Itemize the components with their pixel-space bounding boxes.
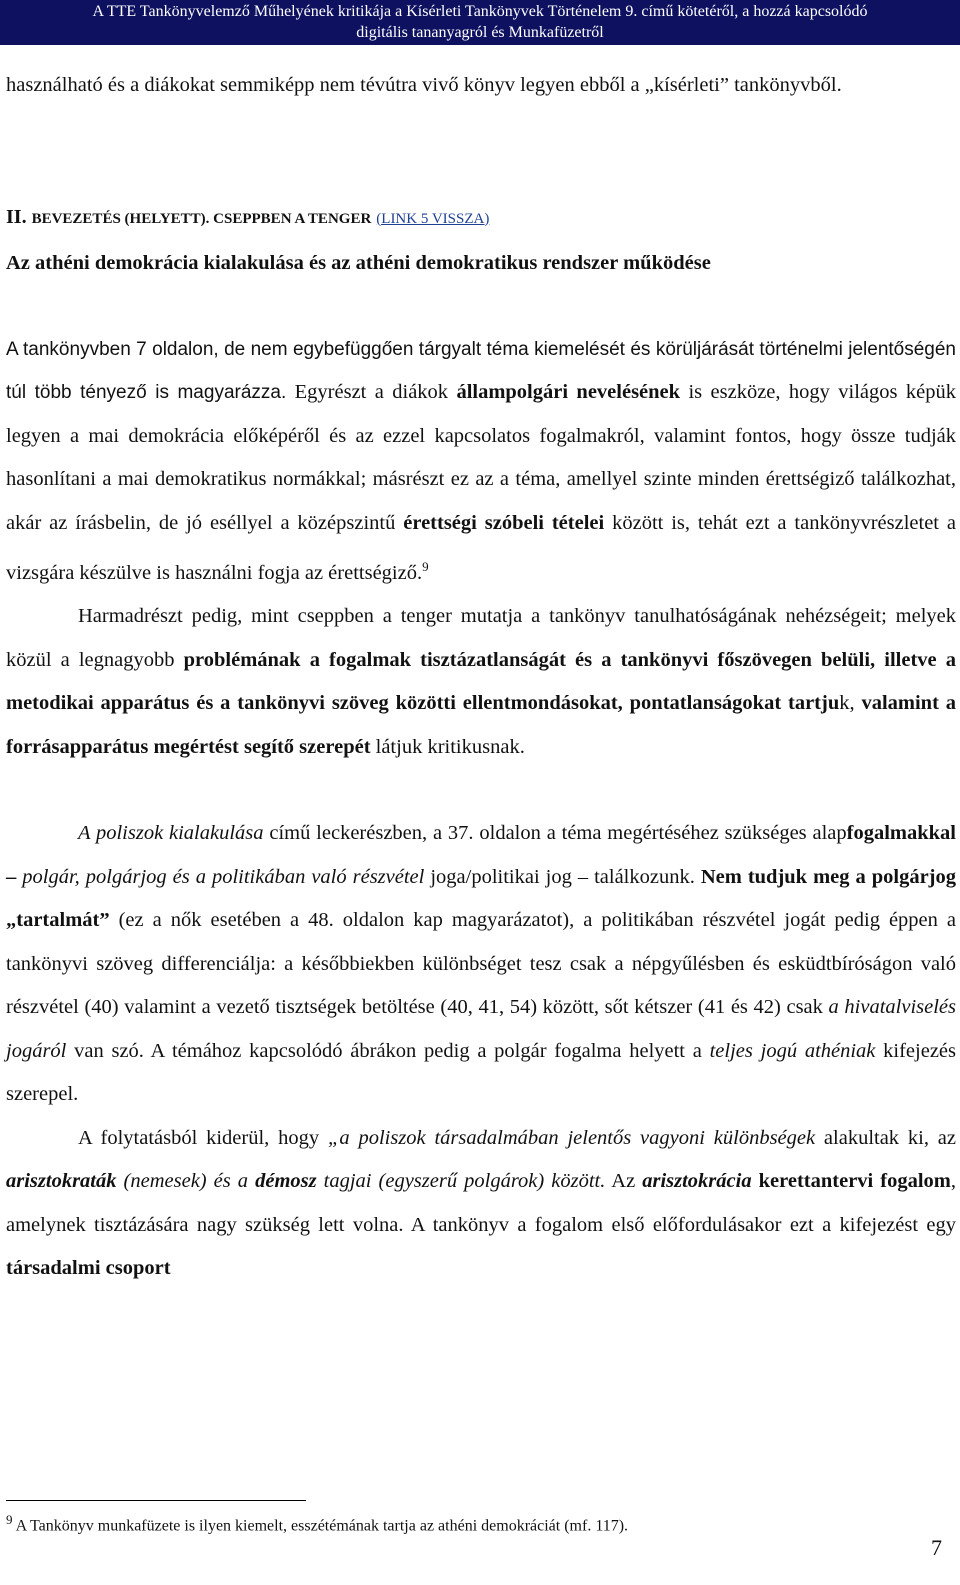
p3-italic-a: A poliszok kialakulása	[78, 822, 264, 845]
intro-paragraph: használható és a diákokat semmiképp nem tévútra vivő könyv legyen ebből a „kísérleti” tankönyvből.	[6, 74, 842, 96]
p2-bold-b: valamint a forrásapparátus megértést segítő szerepét	[6, 692, 956, 758]
header-line-2: digitális tananyagról és Munkafüzetről	[356, 24, 604, 41]
document-header	[0, 0, 960, 45]
p4-text-a: A folytatásból kiderül, hogy	[78, 1126, 328, 1149]
section-heading	[6, 195, 956, 241]
p3-text-d: van szó. A témához kapcsolódó ábrákon pedig a polgár fogalma helyett a	[66, 1039, 710, 1062]
p3-italic-c: a hivatalviselés jogáról	[6, 996, 956, 1062]
section-subtitle: Az athéni demokrácia kialakulása és az athéni demokratikus rendszer működése	[6, 251, 711, 274]
p3-italic-b: polgár, polgárjog és a politikában való részvétel	[22, 865, 425, 888]
footnote-ref[interactable]: 9	[422, 559, 429, 574]
p4-italic-a: „a poliszok társadalmában jelentős vagyoni különbségek	[327, 1126, 816, 1149]
back-link[interactable]: (LINK 5 VISSZA)	[376, 210, 490, 227]
p2-text-c: látjuk kritikusnak.	[370, 735, 525, 758]
p4-bold-italic-b: démosz	[255, 1170, 317, 1193]
paragraph-1	[6, 328, 956, 596]
footnote	[6, 1510, 628, 1536]
p3-bold-a: fogalmakkal	[846, 822, 956, 845]
p1-sans-text: A tankönyvben 7 oldalon, de nem egybefüggően tárgyalt téma kiemelését és körüljárását történelmi jelentőségén túl több tényező is magyarázza.	[6, 338, 956, 403]
footnote-divider	[6, 1500, 306, 1501]
p4-bold-b: társadalmi csoport	[6, 1257, 171, 1280]
footnote-number: 9	[6, 1512, 13, 1527]
p1-bold-a: állampolgári nevelésének	[456, 381, 681, 403]
section-title: BEVEZETÉS (HELYETT). CSEPPBEN A TENGER	[31, 210, 372, 227]
paragraph-4	[6, 1117, 956, 1291]
paragraph-3	[6, 812, 956, 1117]
p1-text-a: Egyrészt a diákok	[286, 381, 457, 403]
p4-italic-c: tagjai (egyszerű polgárok) között.	[316, 1170, 606, 1193]
p2-text-a: Harmadrészt pedig, mint cseppben a tenger mutatja a tankönyv tanulhatóságának nehézségeit; melyek közül a legnagyobb	[6, 605, 956, 671]
p1-text-c: között is, tehát ezt a tankönyvrészletet a vizsgára készülve is használni fogja az érettségiző.	[6, 511, 956, 584]
p2-text-b: k,	[839, 692, 862, 715]
p3-text-b: joga/politikai jog – találkozunk.	[424, 865, 701, 888]
paragraph-2	[6, 595, 956, 769]
p4-bold-italic-a: arisztokraták	[6, 1170, 117, 1193]
p3-text-c: (ez a nők esetében a 48. oldalon kap magyarázatot), a politikában részvétel jogát pedig éppen a tankönyvi szöveg differenciálja: a későbbiekben különbséget tesz csak a népgyűlésben és esküdtbíróságon való részvétel (40) valamint a vezető tisztségek betöltése (40, 41, 54) között, sőt kétszer (41 és 42) csak	[6, 909, 956, 1019]
p3-dash: –	[6, 865, 23, 888]
p4-bold-a: kerettantervi fogalom	[751, 1170, 951, 1193]
p3-text-a: című leckerészben, a 37. oldalon a téma megértéséhez szükséges alap	[263, 822, 847, 845]
p3-italic-d: teljes jogú athéniak	[709, 1039, 876, 1062]
p4-text-b: alakultak ki, az	[815, 1126, 956, 1149]
section-roman: II.	[6, 205, 27, 228]
page-number: 7	[931, 1535, 942, 1560]
p4-text-c: Az	[605, 1170, 643, 1193]
header-line-1: A TTE Tankönyvelemző Műhelyének kritikája a Kísérleti Tankönyvek Történelem 9. című kötetéről, a hozzá kapcsolódó	[92, 3, 868, 20]
p4-italic-b: (nemesek) és a	[116, 1170, 256, 1193]
p1-text-b: is eszköze, hogy világos képük legyen a mai demokrácia előképéről és az ezzel kapcsolatos fogalmakról, valamint fontos, hogy össze tudják hasonlítani a mai demokratikus normákkal; másrészt ez az a téma, amellyel szinte minden érettségiző találkozhat, akár az írásbelin, de jó eséllyel a középszintű	[6, 381, 956, 534]
p4-bold-italic-c: arisztokrácia	[642, 1170, 752, 1193]
footnote-text: A Tankönyv munkafüzete is ilyen kiemelt, esszétémának tartja az athéni demokráciát (mf. 117).	[12, 1517, 629, 1535]
p4-text-d: , amelynek tisztázására nagy szükség lett volna. A tankönyv a fogalom első előfordulásakor ezt a kifejezést egy	[6, 1170, 957, 1236]
p3-bold-b: Nem tudjuk meg a polgárjog „tartalmát”	[6, 865, 957, 932]
page-body	[6, 64, 956, 1291]
p3-text-e: kifejezés szerepel.	[6, 1039, 956, 1106]
p2-bold-a: problémának a fogalmak tisztázatlanságát és a tankönyvi főszövegen belüli, illetve a metodikai apparátus és a tankönyvi szöveg közötti ellentmondásokat, pontatlanságokat tartju	[6, 648, 956, 715]
p1-bold-b: érettségi szóbeli tételei	[403, 511, 605, 534]
